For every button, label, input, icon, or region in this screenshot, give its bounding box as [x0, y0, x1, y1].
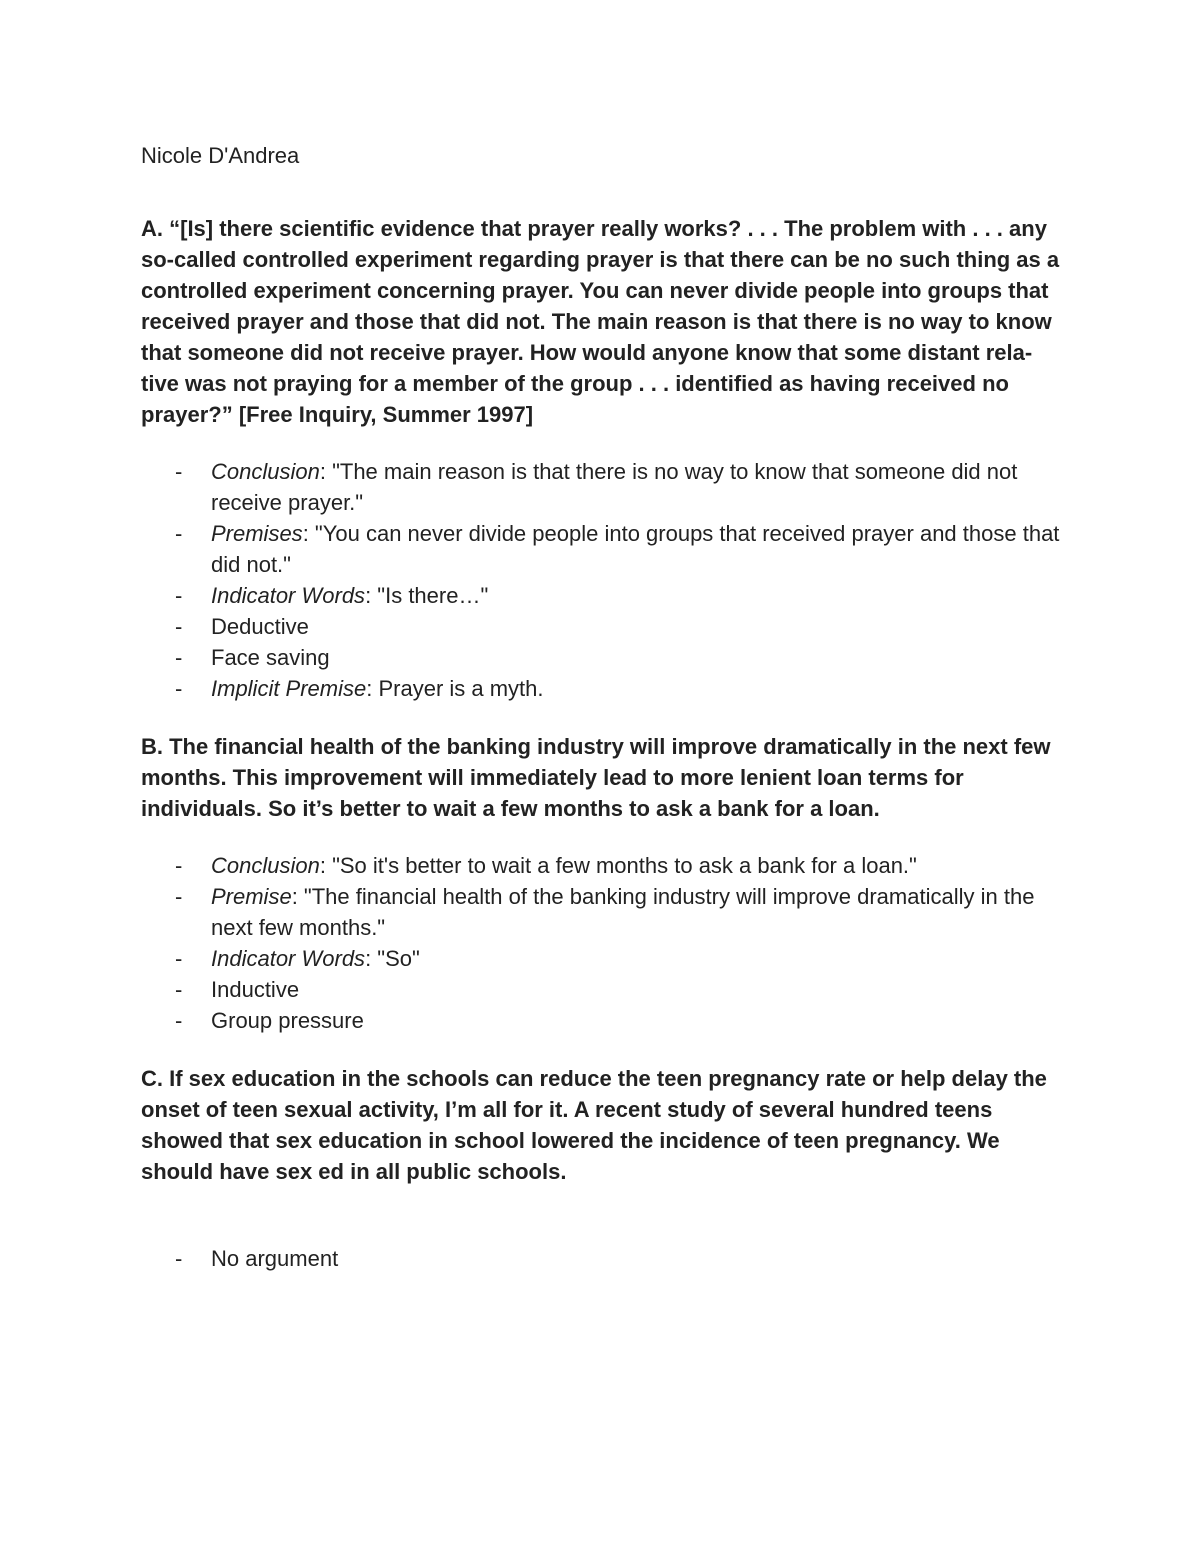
document-page [141, 140, 1066, 1301]
dash-bullet: - [175, 583, 183, 608]
dash-bullet: - [175, 853, 183, 878]
item-label: Indicator Words [211, 946, 366, 971]
list-item [141, 642, 1066, 673]
list-item [141, 580, 1066, 611]
list-item [141, 850, 1066, 881]
list-item [141, 1243, 1066, 1274]
list-item [141, 456, 1066, 518]
list-item [141, 611, 1066, 642]
dash-bullet: - [175, 946, 183, 971]
item-text: Inductive [211, 977, 300, 1002]
question-section-c [141, 1063, 1066, 1274]
item-text: Group pressure [211, 1008, 364, 1033]
item-text: : "Is there…" [365, 583, 489, 608]
list-item [141, 673, 1066, 704]
dash-bullet: - [175, 884, 183, 909]
list-item [141, 518, 1066, 580]
item-label: Indicator Words [211, 583, 366, 608]
list-item [141, 881, 1066, 943]
author-name: Nicole D'Andrea [141, 143, 300, 168]
question-c-text: C. If sex education in the schools can reduce the teen pregnancy rate or help delay the onset of teen sexual activity, I’m all for it. A recent study of several hundred teens showed that sex education in school lowered the incidence of teen pregnancy. We should have sex ed in all public schools. [141, 1066, 1047, 1184]
dash-bullet: - [175, 977, 183, 1002]
question-section-b [141, 731, 1066, 1036]
dash-bullet: - [175, 1008, 183, 1033]
item-label: Implicit Premise [211, 676, 367, 701]
answer-list-c [141, 1243, 1066, 1274]
dash-bullet: - [175, 645, 183, 670]
list-item [141, 943, 1066, 974]
item-label: Conclusion [211, 853, 320, 878]
question-b-text: B. The financial health of the banking industry will improve dramatically in the next few months. This improvement will immediately lead to more lenient loan terms for individuals. So it’s better to wait a few months to ask a bank for a loan. [141, 734, 1051, 821]
item-text: : Prayer is a myth. [366, 676, 544, 701]
item-label: Premises [211, 521, 303, 546]
item-text: : "So it's better to wait a few months to ask a bank for a loan." [319, 853, 917, 878]
dash-bullet: - [175, 1246, 183, 1271]
dash-bullet: - [175, 521, 183, 546]
dash-bullet: - [175, 459, 183, 484]
item-label: Premise [211, 884, 292, 909]
item-text: : "So" [365, 946, 420, 971]
item-text: : "The main reason is that there is no way to know that someone did not receive prayer." [211, 459, 1018, 515]
list-item [141, 974, 1066, 1005]
list-item [141, 1005, 1066, 1036]
dash-bullet: - [175, 614, 183, 639]
answer-list-b [141, 850, 1066, 1036]
dash-bullet: - [175, 676, 183, 701]
item-text: No argument [211, 1246, 339, 1271]
item-text: Deductive [211, 614, 309, 639]
item-label: Conclusion [211, 459, 320, 484]
answer-list-a [141, 456, 1066, 704]
item-text: Face saving [211, 645, 330, 670]
question-section-a [141, 213, 1066, 704]
question-a-text: A. “[Is] there scientific evidence that prayer really works? . . . The problem with . . . any so-called controlled experiment regarding prayer is that there can be no such thing as a controlled experiment concerning prayer. You can never divide people into groups that received prayer and those that did not. The main reason is that there is no way to know that someone did not receive prayer. How would anyone know that some distant rela- tive was not praying for a member of the group . . . identified as having received no prayer?” [Free Inquiry, Summer 1997] [141, 216, 1060, 427]
item-text: : "You can never divide people into groups that received prayer and those that did not." [211, 521, 1060, 577]
item-text: : "The financial health of the banking industry will improve dramatically in the next few months." [211, 884, 1035, 940]
